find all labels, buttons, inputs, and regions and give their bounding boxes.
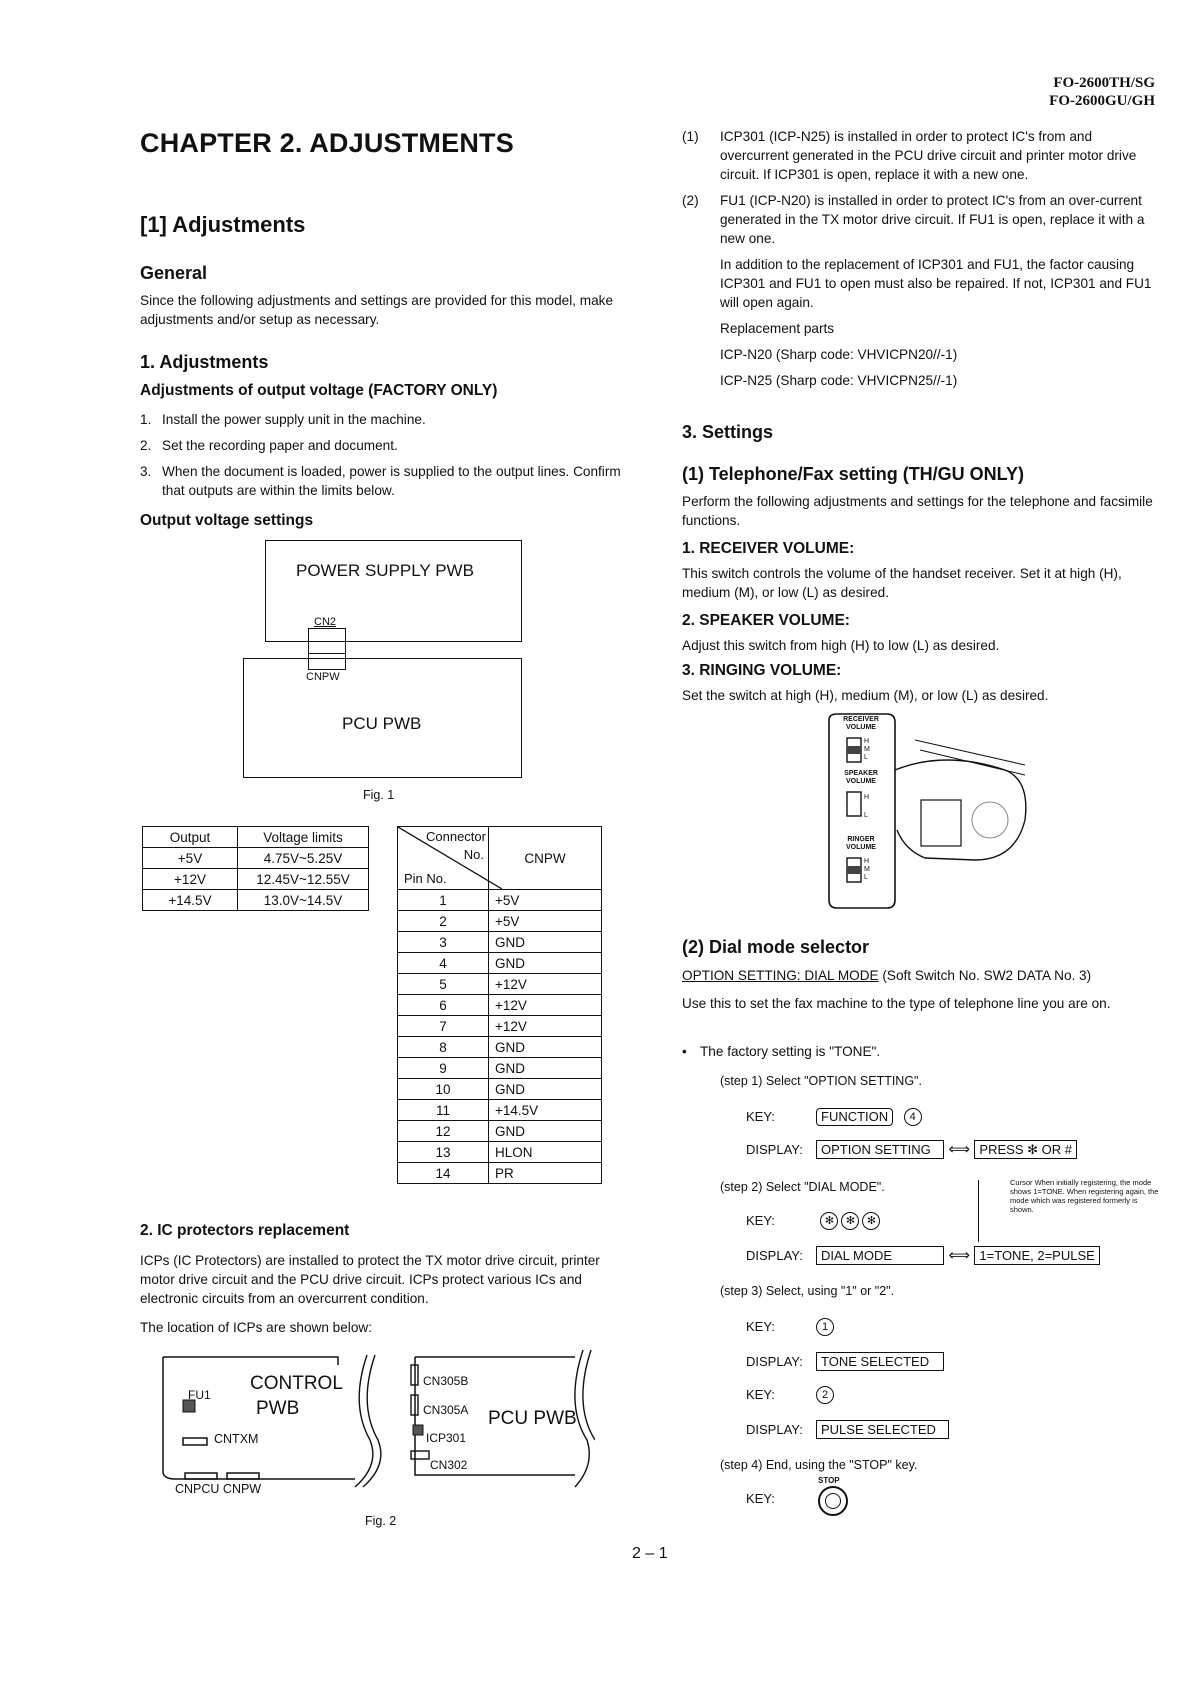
settings-heading: 3. Settings (682, 422, 774, 442)
table-row (398, 911, 602, 932)
step1-display-row (746, 1140, 1077, 1159)
step2-key-row (746, 1212, 883, 1230)
cursor-note: Cursor When initially registering, the mode shows 1=TONE. When registering again, the mode which was registered formerly is shown. (1010, 1178, 1159, 1214)
fig2-cn305a-label: CN305A (423, 1403, 469, 1417)
table-cell: 7 (398, 1016, 489, 1037)
table-cell: PR (489, 1163, 602, 1184)
key-label: KEY: (746, 1109, 775, 1125)
star-key-icon[interactable]: ✻ (841, 1212, 859, 1230)
table-row (143, 848, 369, 869)
step2-display-row (746, 1246, 1100, 1265)
chapter-title: CHAPTER 2. ADJUSTMENTS (140, 128, 514, 158)
table-header: CNPW (489, 827, 602, 890)
fig2-caption: Fig. 2 (365, 1514, 397, 1528)
icp-notes (682, 127, 1164, 390)
ringer-m: M (864, 866, 870, 873)
list-item: 3. When the document is loaded, power is supplied to the output lines. Confirm that outputs are within the limits below. (140, 464, 621, 498)
table-cell: GND (489, 953, 602, 974)
step1-key-row (746, 1108, 925, 1126)
parts-heading: Replacement parts (720, 321, 835, 336)
table-cell: +14.5V (489, 1100, 602, 1121)
addition-text: In addition to the replacement of ICP301 and FU1, the factor causing ICP301 and FU1 to open must also be repaired. If not, ICP301 and FU1 will open again. (720, 257, 1152, 310)
press-display: PRESS ✻ OR # (974, 1140, 1077, 1159)
model-line-1: FO-2600TH/SG (1053, 75, 1155, 91)
dial-use-text: Use this to set the fax machine to the type of telephone line you are on. (682, 996, 1111, 1011)
table-header: Voltage limits (238, 827, 369, 848)
key-2-icon[interactable]: 2 (816, 1386, 834, 1404)
ic-text: ICPs (IC Protectors) are installed to protect the TX motor drive circuit, printer motor drive circuit and the PCU drive circuit. ICPs protect various ICs and electronic circuits from an overcurrent condition. (140, 1253, 600, 1306)
table-cell: GND (489, 932, 602, 953)
step3-key-row-1 (746, 1318, 837, 1336)
general-heading: General (140, 263, 208, 283)
ringer-l: L (864, 874, 868, 881)
tel-fax-heading: (1) Telephone/Fax setting (TH/GU ONLY) (682, 464, 1025, 484)
table-cell: +14.5V (143, 890, 238, 911)
table-row (398, 953, 602, 974)
step-2: (step 2) Select "DIAL MODE". (720, 1180, 885, 1194)
display-label: DISPLAY: (746, 1142, 803, 1157)
table-cell: 4.75V~5.25V (238, 848, 369, 869)
model-header (1049, 74, 1155, 110)
step3-display-row-2 (746, 1420, 949, 1439)
fig2-cn305b-label: CN305B (423, 1374, 469, 1388)
step-1: (step 1) Select "OPTION SETTING". (720, 1074, 922, 1088)
key-label: KEY: (746, 1213, 775, 1229)
key-label: KEY: (746, 1387, 775, 1403)
table-cell: 2 (398, 911, 489, 932)
fig2-fu1-label: FU1 (188, 1388, 211, 1402)
display-label: DISPLAY: (746, 1422, 803, 1437)
fig1-caption: Fig. 1 (363, 788, 395, 802)
step3-key-row-2 (746, 1386, 837, 1404)
fig2-cnpcu-cnpw-label: CNPCU CNPW (175, 1482, 262, 1496)
option-setting-line (682, 966, 1091, 985)
table-cell: GND (489, 1121, 602, 1142)
fig2-pcu-label: PCU PWB (488, 1408, 577, 1429)
table-cell: 14 (398, 1163, 489, 1184)
key-4-icon[interactable]: 4 (904, 1108, 922, 1126)
table-cell: 13 (398, 1142, 489, 1163)
table-row (398, 827, 602, 890)
part-1: ICP-N20 (Sharp code: VHVICPN20//-1) (720, 347, 958, 362)
star-key-icon[interactable]: ✻ (862, 1212, 880, 1230)
stop-label: STOP (818, 1476, 840, 1485)
receiver-m: M (864, 746, 870, 753)
speaker-l: L (864, 812, 868, 819)
table-row (398, 1100, 602, 1121)
adjustment-steps (140, 410, 630, 507)
power-supply-label: POWER SUPPLY PWB (296, 561, 474, 580)
table-row (398, 1037, 602, 1058)
page-number: 2 – 1 (632, 1545, 668, 1562)
table-cell: +12V (489, 974, 602, 995)
table-row (398, 1079, 602, 1100)
list-item: (2) FU1 (ICP-N20) is installed in order to protect IC's from an over-current generated in the TX motor drive circuit. If FU1 is open, replace it with a new one. (682, 193, 1145, 246)
ic-location: The location of ICPs are shown below: (140, 1320, 372, 1335)
power-supply-pwb-box (265, 540, 522, 642)
option-setting-display: OPTION SETTING (816, 1140, 944, 1159)
table-row (143, 890, 369, 911)
step4-key-row (746, 1490, 816, 1508)
corner-top-label: Connector (426, 829, 486, 844)
table-cell: HLON (489, 1142, 602, 1163)
receiver-l: L (864, 754, 868, 761)
option-setting-rest: (Soft Switch No. SW2 DATA No. 3) (878, 968, 1092, 983)
table-row (398, 995, 602, 1016)
fig2-icp301-label: ICP301 (426, 1431, 467, 1445)
table-cell: 1 (398, 890, 489, 911)
table-cell: 4 (398, 953, 489, 974)
pulse-selected-display: PULSE SELECTED (816, 1420, 949, 1439)
fig2-pwb-label: PWB (256, 1398, 300, 1419)
adjustments-heading: [1] Adjustments (140, 212, 306, 237)
key-label: KEY: (746, 1319, 775, 1335)
dial-mode-display: DIAL MODE (816, 1246, 944, 1265)
model-line-2: FO-2600GU/GH (1049, 93, 1155, 109)
function-key[interactable]: FUNCTION (816, 1108, 893, 1126)
display-label: DISPLAY: (746, 1248, 803, 1263)
table-cell: 13.0V~14.5V (238, 890, 369, 911)
table-cell: 10 (398, 1079, 489, 1100)
speaker-volume-label: SPEAKER VOLUME (844, 770, 878, 785)
table-cell: 5 (398, 974, 489, 995)
corner-pin-label: Pin No. (404, 871, 447, 886)
key-label: KEY: (746, 1491, 775, 1506)
part-2: ICP-N25 (Sharp code: VHVICPN25//-1) (720, 373, 958, 388)
table-cell: 9 (398, 1058, 489, 1079)
ringing-volume-heading: 3. RINGING VOLUME: (682, 662, 842, 679)
speaker-volume-heading: 2. SPEAKER VOLUME: (682, 612, 850, 629)
table-cell: 6 (398, 995, 489, 1016)
tone-selected-display: TONE SELECTED (816, 1352, 944, 1371)
tone-pulse-display: 1=TONE, 2=PULSE (974, 1246, 1099, 1265)
table-cell: +12V (489, 995, 602, 1016)
table-row (398, 1142, 602, 1163)
swap-arrow-icon: ⟺ (948, 1141, 970, 1158)
list-item: 2. Set the recording paper and document. (140, 438, 398, 453)
volume-panel-illustration (825, 710, 1035, 910)
connector-table (397, 826, 602, 1184)
receiver-volume-text: This switch controls the volume of the handset receiver. Set it at high (H), medium (M), or low (L) as desired. (682, 566, 1122, 600)
ringer-h: H (864, 858, 870, 865)
table-cell: +5V (489, 911, 602, 932)
fig2-cn302-label: CN302 (430, 1458, 468, 1472)
dial-mode-heading: (2) Dial mode selector (682, 937, 870, 957)
connector-table-wrap (397, 826, 602, 1184)
table-cell: 3 (398, 932, 489, 953)
table-cell: GND (489, 1079, 602, 1100)
table-row (398, 890, 602, 911)
list-item: 1. Install the power supply unit in the machine. (140, 412, 426, 427)
star-key-icon[interactable]: ✻ (820, 1212, 838, 1230)
display-label: DISPLAY: (746, 1354, 803, 1369)
cnpw-label: CNPW (306, 671, 340, 683)
table-cell: 12 (398, 1121, 489, 1142)
receiver-h: H (864, 738, 870, 745)
fig2-control-label: CONTROL (250, 1373, 343, 1394)
pcu-pwb-box (243, 658, 522, 778)
table-cell: +12V (143, 869, 238, 890)
fig2-cntxm-label: CNTXM (214, 1432, 259, 1446)
stop-key-icon[interactable] (818, 1486, 848, 1516)
ringer-volume-label: RINGER VOLUME (846, 836, 876, 851)
step-4: (step 4) End, using the "STOP" key. (720, 1458, 918, 1472)
general-text: Since the following adjustments and settings are provided for this model, make adjustments and/or setup as necessary. (140, 293, 614, 327)
table-cell: +12V (489, 1016, 602, 1037)
corner-no-label: No. (463, 847, 484, 862)
ic-heading: 2. IC protectors replacement (140, 1222, 350, 1239)
swap-arrow-icon: ⟺ (948, 1247, 970, 1264)
table-cell: +5V (143, 848, 238, 869)
table-row (398, 1016, 602, 1037)
cn2-label: CN2 (314, 616, 337, 628)
list-item: (1) ICP301 (ICP-N25) is installed in order to protect IC's from and overcurrent generated in the PCU drive circuit and printer motor drive circuit. If ICP301 is open, replace it with a new one. (682, 129, 1137, 182)
table-header: Output (143, 827, 238, 848)
table-corner-cell (398, 827, 489, 890)
table-row (398, 1058, 602, 1079)
table-row (143, 827, 369, 848)
step-3: (step 3) Select, using "1" or "2". (720, 1284, 895, 1298)
output-voltage-heading: Adjustments of output voltage (FACTORY ONLY) (140, 382, 498, 399)
adj-subheading: 1. Adjustments (140, 352, 269, 372)
receiver-volume-heading: 1. RECEIVER VOLUME: (682, 540, 855, 557)
speaker-volume-text: Adjust this switch from high (H) to low (L) as desired. (682, 638, 1000, 653)
receiver-volume-label: RECEIVER VOLUME (843, 716, 879, 731)
table-cell: 8 (398, 1037, 489, 1058)
table-row (398, 1163, 602, 1184)
ringing-volume-text: Set the switch at high (H), medium (M), or low (L) as desired. (682, 688, 1049, 703)
table-cell: +5V (489, 890, 602, 911)
table-cell: GND (489, 1058, 602, 1079)
output-settings-heading: Output voltage settings (140, 512, 314, 529)
key-1-icon[interactable]: 1 (816, 1318, 834, 1336)
factory-setting: • The factory setting is "TONE". (682, 1044, 881, 1059)
step3-display-row-1 (746, 1352, 944, 1371)
pcu-label: PCU PWB (342, 714, 422, 733)
speaker-h: H (864, 794, 870, 801)
table-row (398, 932, 602, 953)
table-cell: 12.45V~12.55V (238, 869, 369, 890)
table-row (143, 869, 369, 890)
table-row (398, 1121, 602, 1142)
table-row (398, 974, 602, 995)
tel-fax-text: Perform the following adjustments and settings for the telephone and facsimile functions. (682, 494, 1153, 528)
table-cell: GND (489, 1037, 602, 1058)
table-cell: 11 (398, 1100, 489, 1121)
option-setting-underlined: OPTION SETTING: DIAL MODE (682, 968, 879, 983)
voltage-table (142, 826, 369, 911)
